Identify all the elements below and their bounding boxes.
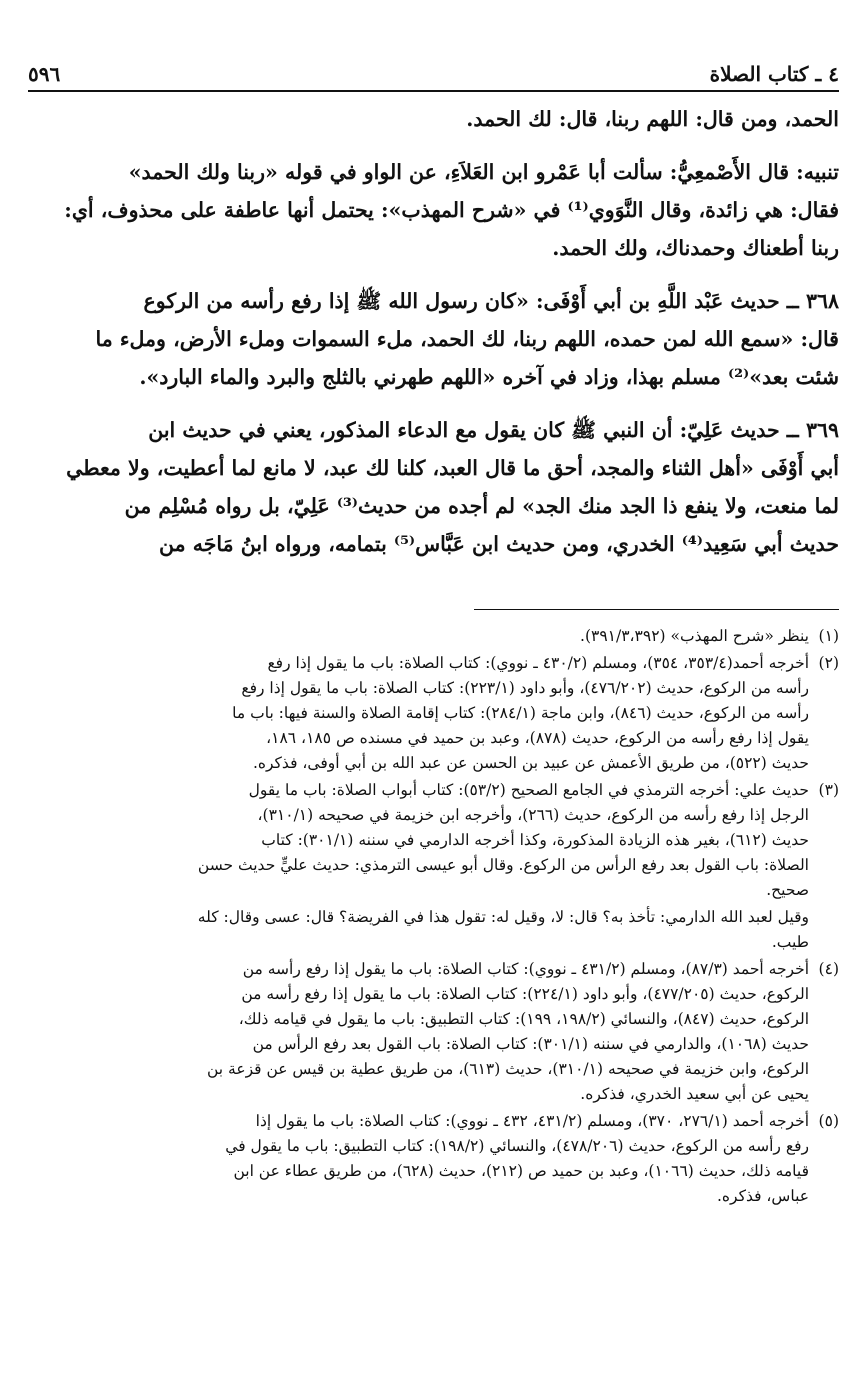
text-line: فقال: هي زائدة، وقال النَّوَوي⁽¹⁾ في «شرح المهذب»: يحتمل أنها عاطفة على محذوف، أي: — [64, 198, 839, 222]
footnote-line: رأسه من الركوع، حديث (٨٤٦)، وابن ماجة (٢٨٤/١): كتاب إقامة الصلاة والسنة فيها: باب ما — [232, 704, 809, 722]
footnote-number: (٥) — [818, 1112, 839, 1130]
footnotes — [28, 624, 839, 1211]
footnote-body — [28, 957, 809, 1107]
footnote-line: الركوع، حديث (٨٤٧)، والنسائي (١٩٨/٢، ١٩٩): كتاب التطبيق: باب ما يقول في قيامه ذلك، — [238, 1010, 809, 1028]
chapter-title: ٤ ـ كتاب الصلاة — [709, 62, 839, 86]
footnote — [28, 1109, 839, 1209]
footnote-line: يقول إذا رفع رأسه من الركوع، حديث (٨٧٨)، وعبد بن حميد في مسنده ص ١٨٥، ١٨٦، — [266, 729, 809, 747]
main-text — [28, 100, 839, 563]
page-number: ٥٩٦ — [28, 62, 61, 86]
body-paragraph — [28, 153, 839, 267]
footnote-line: صحيح. — [766, 881, 809, 899]
footnote-line: حديث علي: أخرجه الترمذي في الجامع الصحيح (٥٣/٢): كتاب أبواب الصلاة: باب ما يقول — [248, 781, 809, 799]
footnote — [28, 957, 839, 1107]
footnote-number: (٢) — [818, 654, 839, 672]
footnote-number: (٤) — [818, 960, 839, 978]
body-paragraph — [28, 100, 839, 138]
footnote-number: (٣) — [818, 781, 839, 799]
text-line: ٣٦٩ ــ حديث عَلِيّ: أن النبي ﷺ كان يقول مع الدعاء المذكور، يعني في حديث ابن — [148, 418, 839, 442]
text-line: ٣٦٨ ــ حديث عَبْد اللَّهِ بن أبي أَوْفَى: «كان رسول الله ﷺ إذا رفع رأسه من الركوع — [143, 289, 839, 313]
footnote — [28, 651, 839, 776]
footnote-line: قيامه ذلك، حديث (١٠٦٦)، وعبد بن حميد ص (٢١٢)، حديث (٦٢٨)، من طريق عطاء عن ابن — [233, 1162, 809, 1180]
footnote-line: أخرجه أحمد(٣٥٣/٤، ٣٥٤)، ومسلم (٤٣٠/٢ ـ نووي): كتاب الصلاة: باب ما يقول إذا رفع — [267, 654, 809, 672]
footnote-line: يحيى عن أبي سعيد الخدري، فذكره. — [580, 1085, 809, 1103]
footnote-rule — [474, 609, 839, 610]
footnote-body — [28, 1109, 809, 1209]
footnote-number: (١) — [818, 627, 839, 645]
footnote-body — [28, 778, 809, 903]
text-line: حديث أبي سَعِيد⁽⁴⁾ الخدري، ومن حديث ابن عَبَّاس⁽⁵⁾ بتمامه، ورواه ابنُ مَاجَه من — [159, 532, 839, 556]
footnote-line: حديث (٥٢٢)، من طريق الأعمش عن عبيد بن الحسن عن عبد الله بن أبي أوفى، فذكره. — [252, 754, 809, 772]
footnote-line: أخرجه أحمد (٨٧/٣)، ومسلم (٤٣١/٢ ـ نووي): كتاب الصلاة: باب ما يقول إذا رفع رأسه من — [242, 960, 809, 978]
footnote — [28, 905, 839, 955]
footnote-line: رفع رأسه من الركوع، حديث (٤٧٨/٢٠٦)، والنسائي (١٩٨/٢): كتاب التطبيق: باب ما يقول في — [225, 1137, 809, 1155]
footnote-line: عباس، فذكره. — [716, 1187, 809, 1205]
footnote-body — [28, 624, 809, 649]
text-line: تنبيه: قال الأَصْمعِيُّ: سألت أبا عَمْرو ابن العَلاَءِ، عن الواو في قوله «ربنا ولك الحمد» — [128, 160, 839, 184]
text-line: لما منعت، ولا ينفع ذا الجد منك الجد» لم أجده من حديث⁽³⁾ عَلِيّ، بل رواه مُسْلِم من — [124, 494, 839, 518]
footnote — [28, 624, 839, 649]
footnote-line: الصلاة: باب القول بعد رفع الرأس من الركوع. وقال أبو عيسى الترمذي: حديث عليٍّ حديث حسن — [197, 856, 809, 874]
footnote-line: الركوع، وابن خزيمة في صحيحه (٣١٠/١)، حديث (٦١٣)، من طريق عطية بن قيس عن قزعة بن — [206, 1060, 809, 1078]
body-paragraph — [28, 411, 839, 563]
footnote-line: وقيل لعبد الله الدارمي: تأخذ به؟ قال: لا، وقيل له: تقول هذا في الفريضة؟ قال: عسى وقال: كله — [197, 908, 809, 926]
footnote — [28, 778, 839, 903]
footnote-line: حديث (٦١٢)، بغير هذه الزيادة المذكورة، وكذا أخرجه الدارمي في سننه (٣٠١/١): كتاب — [261, 831, 809, 849]
footnote-line: الرجل إذا رفع رأسه من الركوع، حديث (٢٦٦)، وأخرجه ابن خزيمة في صحيحه (٣١٠/١)، — [257, 806, 809, 824]
text-line: شئت بعد»⁽²⁾ مسلم بهذا، وزاد في آخره «اللهم طهرني بالثلج والبرد والماء البارد». — [139, 365, 839, 389]
text-line: قال: «سمع الله لمن حمده، اللهم ربنا، لك الحمد، ملء السموات وملء الأرض، وملء ما — [95, 327, 839, 351]
footnote-line: رأسه من الركوع، حديث (٤٧٦/٢٠٢)، وأبو داود (٢٢٣/١): كتاب الصلاة: باب ما يقول إذا رفع — [241, 679, 809, 697]
footnote-line: أخرجه أحمد (٢٧٦/١، ٣٧٠)، ومسلم (٤٣١/٢، ٤٣٢ ـ نووي): كتاب الصلاة: باب ما يقول إذا — [255, 1112, 809, 1130]
body-paragraph — [28, 282, 839, 396]
footnote-line: طيب. — [771, 933, 809, 951]
text-line: ربنا أطعناك وحمدناك، ولك الحمد. — [552, 236, 839, 260]
header-rule — [28, 90, 839, 92]
text-line: أبي أَوْفَى «أهل الثناء والمجد، أحق ما قال العبد، كلنا لك عبد، لا مانع لما أعطيت، ولا معطي — [66, 456, 839, 480]
footnote-line: حديث (١٠٦٨)، والدارمي في سننه (٣٠١/١): كتاب الصلاة: باب القول بعد رفع الرأس من — [252, 1035, 809, 1053]
footnote-body — [28, 651, 809, 776]
page-header — [28, 52, 839, 86]
footnote-body — [28, 905, 809, 955]
text-line: الحمد، ومن قال: اللهم ربنا، قال: لك الحمد. — [466, 107, 839, 131]
footnote-line: ينظر «شرح المهذب» (٣٩١/٣،٣٩٢). — [580, 627, 809, 645]
footnote-line: الركوع، حديث (٤٧٧/٢٠٥)، وأبو داود (٢٢٤/١): كتاب الصلاة: باب ما يقول إذا رفع رأسه من — [241, 985, 809, 1003]
